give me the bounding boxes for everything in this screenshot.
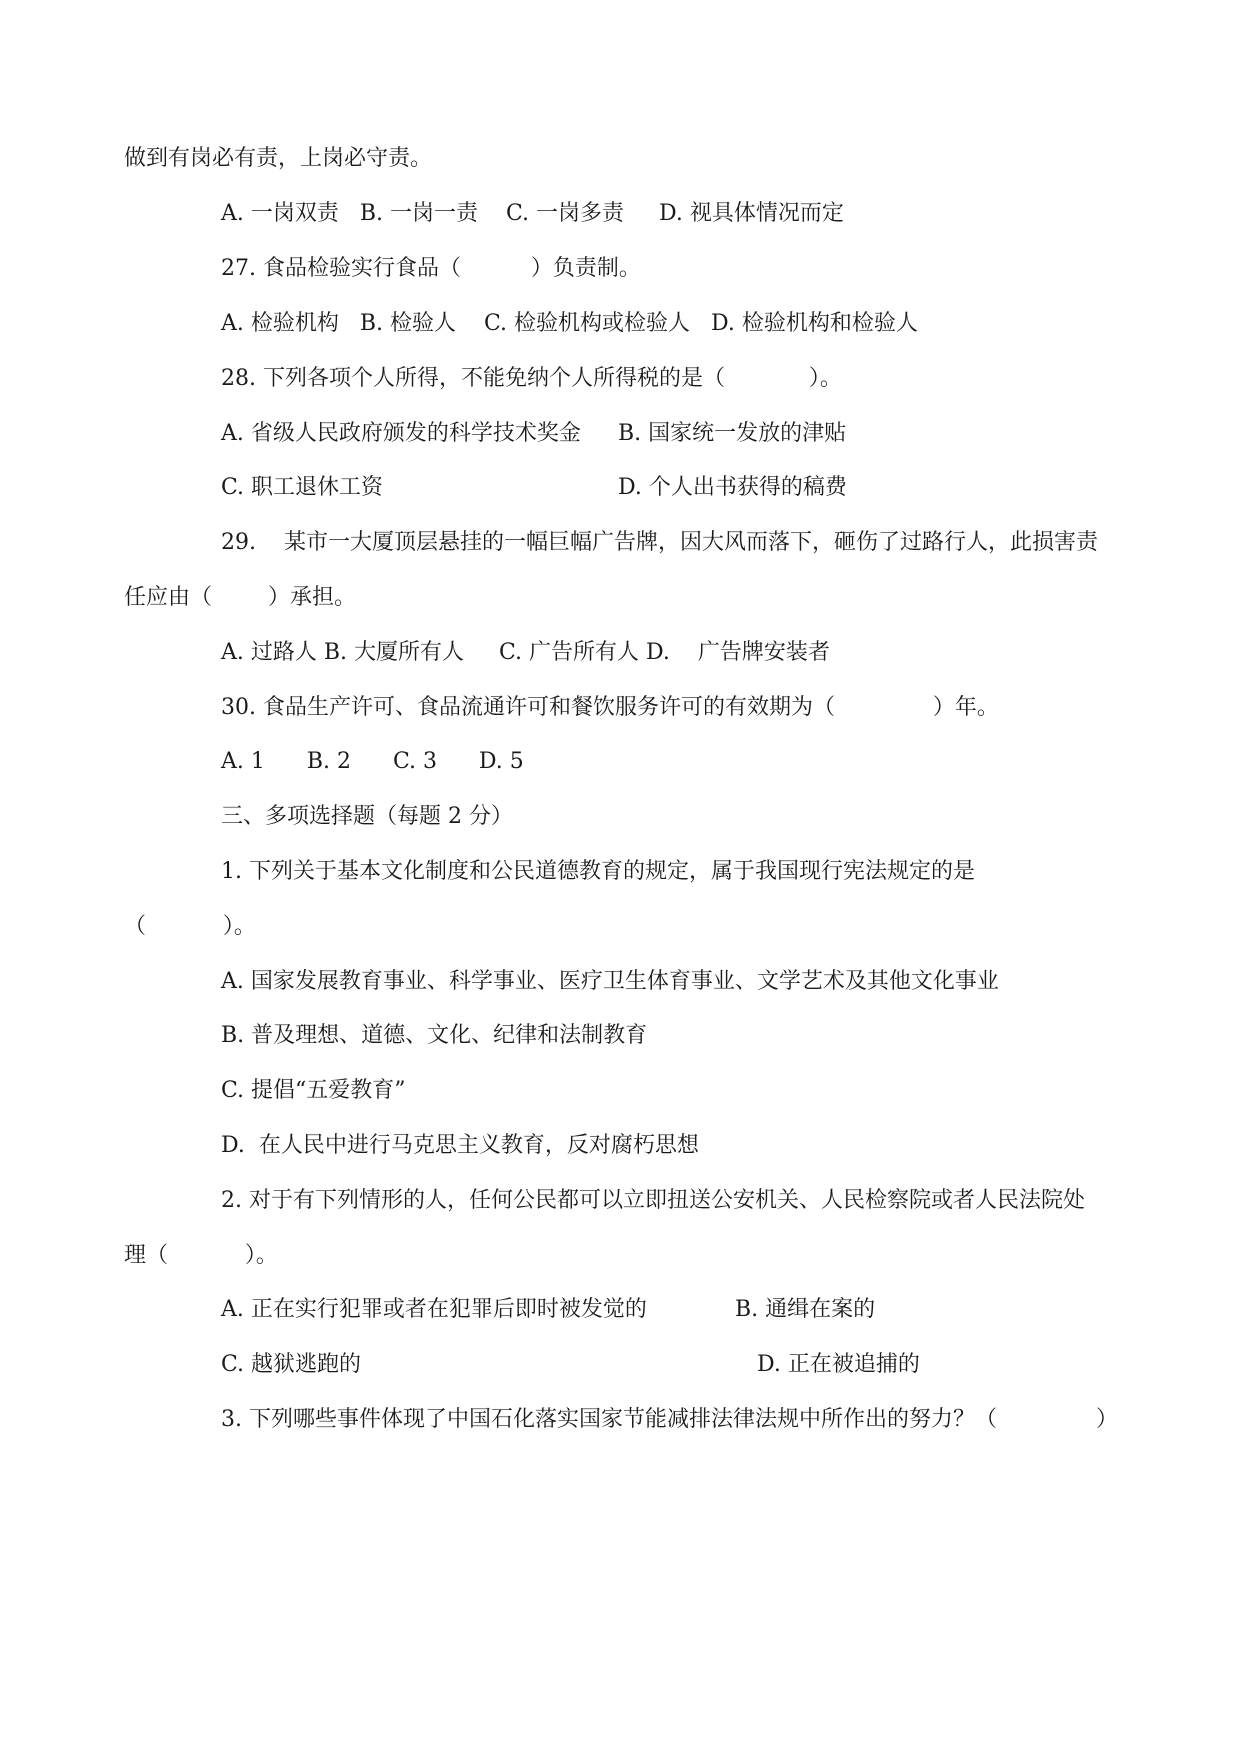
question-29-stem-continuation: 任应由（ ）承担。 [124,585,356,610]
mc-question-1-option-d: D. 在人民中进行马克思主义教育，反对腐朽思想 [221,1133,699,1158]
mc-question-2-stem: 2. 对于有下列情形的人，任何公民都可以立即扭送公安机关、人民检察院或者人民法院处 [221,1188,1085,1213]
question-26-continuation: 做到有岗必有责，上岗必守责。 [124,146,433,171]
question-28-option-a: A. 省级人民政府颁发的科学技术奖金 [221,421,581,446]
mc-question-3-stem: 3. 下列哪些事件体现了中国石化落实国家节能减排法律法规中所作出的努力？（ [221,1407,997,1432]
mc-question-2-stem-continuation: 理（ ）。 [124,1243,278,1268]
mc-question-2-option-b: B. 通缉在案的 [735,1297,876,1322]
question-28-option-b: B. 国家统一发放的津贴 [618,421,847,446]
mc-question-1-blank: （ ）。 [124,914,256,939]
mc-question-2-option-d: D. 正在被追捕的 [757,1352,920,1377]
mc-question-2-option-c: C. 越狱逃跑的 [221,1352,362,1377]
mc-question-1-option-a: A. 国家发展教育事业、科学事业、医疗卫生体育事业、文学艺术及其他文化事业 [221,969,999,994]
question-27-options: A. 检验机构 B. 检验人 C. 检验机构或检验人 D. 检验机构和检验人 [221,311,918,336]
mc-question-2-option-a: A. 正在实行犯罪或者在犯罪后即时被发觉的 [221,1297,647,1322]
question-26-options: A. 一岗双责 B. 一岗一责 C. 一岗多责 D. 视具体情况而定 [221,201,844,226]
question-28-option-d: D. 个人出书获得的稿费 [618,475,847,500]
mc-question-1-stem: 1. 下列关于基本文化制度和公民道德教育的规定，属于我国现行宪法规定的是 [221,859,975,884]
question-30-options: A. 1 B. 2 C. 3 D. 5 [221,749,524,774]
question-29-stem: 29. 某市一大厦顶层悬挂的一幅巨幅广告牌，因大风而落下，砸伤了过路行人，此损害责 [221,530,1098,555]
mc-question-3-blank-close: ） [1096,1407,1119,1432]
mc-question-1-option-b: B. 普及理想、道德、文化、纪律和法制教育 [221,1023,648,1048]
question-28-option-c: C. 职工退休工资 [221,475,384,500]
question-30-stem: 30. 食品生产许可、食品流通许可和餐饮服务许可的有效期为（ ）年。 [221,695,999,720]
question-29-options: A. 过路人 B. 大厦所有人 C. 广告所有人 D. 广告牌安装者 [221,640,830,665]
mc-question-1-option-c: C. 提倡“五爱教育” [221,1078,406,1103]
question-28-stem: 28. 下列各项个人所得，不能免纳个人所得税的是（ ）。 [221,366,842,391]
question-27-stem: 27. 食品检验实行食品（ ）负责制。 [221,256,641,281]
section-heading-multiple-choice: 三、多项选择题（每题 2 分） [221,804,513,829]
